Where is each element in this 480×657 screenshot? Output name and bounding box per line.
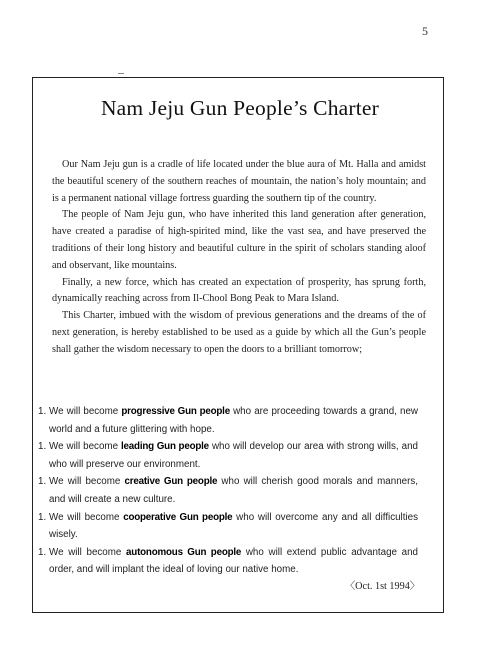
pledge-keyword: autonomous Gun people xyxy=(126,546,242,558)
charter-date: 〈Oct. 1st 1994〉 xyxy=(345,581,420,592)
pledge-item xyxy=(38,509,418,544)
pledge-item xyxy=(38,544,418,579)
pledge-number: 1. xyxy=(38,476,47,488)
pledge-number: 1. xyxy=(38,546,47,558)
pledge-text: We will become progressive Gun people who are proceeding towards a grand, new world and a future glittering with hope. xyxy=(49,406,418,435)
pledge-keyword: progressive Gun people xyxy=(121,406,230,417)
pledge-item xyxy=(38,438,418,473)
scan-mark xyxy=(118,73,124,74)
paragraph: The people of Nam Jeju gun, who have inherited this land generation after generation, have created a paradise of high-spirited mind, like the vast sea, and have preserved the traditions of their long history and beautiful culture in the spirit of scholars standing aloof and observant, like mountains. xyxy=(52,209,426,271)
pledge-number: 1. xyxy=(38,406,47,417)
pledge-text: We will become creative Gun people who will cherish good morals and manners, and will create a new culture. xyxy=(49,476,418,505)
pledge-list xyxy=(38,403,418,579)
pledge-text: We will become cooperative Gun people who will overcome any and all difficulties wisely. xyxy=(49,511,418,541)
pledge-keyword: cooperative Gun people xyxy=(123,511,233,523)
pledge-number: 1. xyxy=(38,441,47,453)
pledge-item xyxy=(38,403,418,438)
pledge-keyword: creative Gun people xyxy=(124,476,218,488)
pledge-keyword: leading Gun people xyxy=(121,441,209,453)
page-title: Nam Jeju Gun People’s Charter xyxy=(100,96,380,120)
pledge-text: We will become autonomous Gun people who will extend public advantage and order, and will implant the ideal of loving our native home. xyxy=(49,546,418,576)
paragraph: This Charter, imbued with the wisdom of previous generations and the dreams of the of next generation, is hereby established to be used as a guide by which all the Gun’s people shall gather the wisdom necessary to open the doors to a brilliant tomorrow; xyxy=(52,310,426,355)
charter-body xyxy=(52,157,426,359)
paragraph: Finally, a new force, which has created an expectation of prosperity, has sprung forth, dynamically reaching across from Il-Chool Bong Peak to Mara Island. xyxy=(52,276,426,305)
page-number: 5 xyxy=(422,24,428,38)
pledge-text: We will become leading Gun people who will develop our area with strong wills, and who will preserve our environment. xyxy=(49,441,418,470)
pledge-number: 1. xyxy=(38,511,47,523)
paragraph: Our Nam Jeju gun is a cradle of life located under the blue aura of Mt. Halla and amidst the beautiful scenery of the southern reaches of mountain, the nation’s holy mountain; and is a permanent national village fortress guarding the southern tip of the country. xyxy=(52,159,426,204)
pledge-item xyxy=(38,473,418,508)
